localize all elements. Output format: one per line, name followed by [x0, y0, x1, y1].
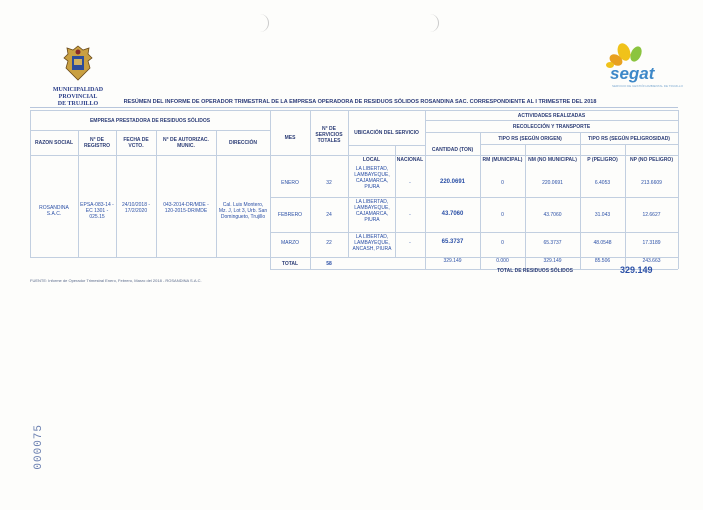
company-fecha: 24/10/2018 - 17/2/2020 — [121, 202, 151, 214]
grid-line — [425, 132, 678, 133]
grid-line — [270, 197, 678, 198]
header-autoriz: N° DE AUTORIZAC. MUNIC. — [163, 137, 209, 149]
total-no-peligroso: 243.663 — [642, 258, 661, 264]
row-local: LA LIBERTAD, LAMBAYEQUE, CAJAMARCA, PIURA — [354, 199, 390, 223]
grid-line — [580, 132, 581, 269]
total-residuos-label: TOTAL DE RESIDUOS SÓLIDOS — [497, 268, 573, 274]
row-mes: FEBRERO — [277, 212, 303, 218]
header-razon-social: RAZON SOCIAL — [34, 140, 74, 146]
row-no-municipal: 43.7060 — [543, 212, 562, 218]
row-peligroso: 6.4053 — [594, 180, 611, 186]
header-company-group: EMPRESA PRESTADORA DE RESIDUOS SÓLIDOS — [89, 118, 211, 124]
header-municipal: RM (MUNICIPAL) — [482, 157, 523, 163]
grid-line — [216, 130, 217, 257]
punch-hole-right — [428, 14, 439, 32]
row-cantidad: 43.7060 — [441, 211, 464, 217]
row-municipal: 0 — [501, 240, 504, 246]
row-municipal: 0 — [501, 180, 504, 186]
row-peligroso: 48.0548 — [593, 240, 612, 246]
row-servicios: 32 — [326, 180, 332, 186]
row-servicios: 22 — [326, 240, 332, 246]
segat-tagline: SERVICIO DE GESTIÓN AMBIENTAL DE TRUJILLO — [612, 84, 683, 88]
grid-line — [678, 110, 679, 269]
row-mes: ENERO — [281, 180, 299, 186]
header-fecha: FECHA DE VCTO. — [123, 137, 149, 149]
total-residuos-value: 329.149 — [620, 265, 653, 275]
summary-table — [30, 110, 678, 275]
row-cantidad: 220.0691 — [439, 179, 466, 185]
title-divider — [30, 107, 678, 108]
grid-line — [116, 130, 117, 257]
company-autoriz: 043-2014-DR/MDE - 120-2015-DR/MDE — [163, 202, 209, 214]
grid-line — [480, 144, 678, 145]
grid-line — [425, 120, 678, 121]
row-local: LA LIBERTAD, LAMBAYEQUE, CAJAMARCA, PIURA — [354, 166, 390, 190]
grid-line — [30, 110, 678, 111]
header-servicios: N° DE SERVICIOS TOTALES — [315, 126, 343, 144]
page-stamp-number: 000075 — [33, 424, 45, 470]
row-no-peligroso: 12.6627 — [642, 212, 661, 218]
header-registro: N° DE REGISTRO — [83, 137, 111, 149]
grid-line — [156, 130, 157, 257]
company-razon-social: ROSANDINA S.A.C. — [39, 205, 69, 217]
row-no-municipal: 65.3737 — [543, 240, 562, 246]
row-cantidad: 65.3737 — [441, 239, 464, 245]
grid-line — [30, 110, 31, 257]
header-local: LOCAL — [362, 157, 381, 163]
header-no-peligroso: NP (NO PELIGRO) — [630, 157, 673, 163]
row-no-municipal: 220.0691 — [542, 180, 563, 186]
municipality-logo — [34, 44, 122, 108]
header-mes: MES — [284, 135, 296, 141]
company-direccion: Cal. Luis Montero, Mz. J, Lot 3, Urb. San Domingueto, Trujillo — [218, 202, 268, 220]
total-servicios: 58 — [326, 261, 332, 267]
grid-line — [425, 110, 426, 269]
coat-of-arms-icon — [61, 44, 95, 82]
row-servicios: 24 — [326, 212, 332, 218]
report-title: RESÚMEN DEL INFORME DE OPERADOR TRIMESTRAL DE LA EMPRESA OPERADORA DE RESIDUOS SÓLIDOS ROSANDINA SAC. CORRESPONDIENTE AL I TRIMESTRE DEL 2018 — [123, 99, 597, 105]
municipality-name-line2: DE TRUJILLO — [57, 101, 99, 107]
grid-line — [480, 132, 481, 269]
total-no-municipal: 329.149 — [543, 258, 562, 264]
row-nacional: - — [409, 180, 411, 186]
row-nacional: - — [409, 240, 411, 246]
header-actividades: ACTIVIDADES REALIZADAS — [517, 113, 586, 119]
header-peligroso: P (PELIGRO) — [587, 157, 618, 163]
grid-line — [348, 145, 425, 146]
header-no-municipal: NM (NO MUNICIPAL) — [528, 157, 577, 163]
company-registro: EPSA-083-14 - EC 1301 - 025.15 — [80, 202, 114, 220]
header-direccion: DIRECCIÓN — [228, 140, 258, 146]
total-municipal: 0.000 — [496, 258, 509, 264]
source-footnote: FUENTE: Informe de Operador Trimestral Enero, Febrero, Marzo del 2018 - ROSANDINA S.A.C. — [30, 278, 202, 283]
row-no-peligroso: 213.6609 — [641, 180, 662, 186]
header-origen: TIPO RS (SEGÚN ORIGEN) — [498, 136, 562, 142]
header-recoleccion: RECOLECCIÓN Y TRANSPORTE — [512, 124, 591, 130]
row-nacional: - — [409, 212, 411, 218]
header-nacional: NACIONAL — [396, 157, 424, 163]
row-local: LA LIBERTAD, LAMBAYEQUE, ANCASH, PIURA — [352, 234, 392, 252]
header-cantidad: CANTIDAD (TON) — [431, 147, 474, 153]
grid-line — [270, 232, 678, 233]
row-mes: MARZO — [280, 240, 300, 246]
total-peligroso: 85.506 — [594, 258, 611, 264]
total-label: TOTAL — [281, 261, 299, 267]
grid-line — [78, 130, 79, 257]
row-municipal: 0 — [501, 212, 504, 218]
municipality-name-line1: MUNICIPALIDAD PROVINCIAL — [52, 87, 104, 100]
segat-wordmark: segat — [610, 64, 655, 83]
total-cantidad: 329.149 — [443, 258, 462, 264]
header-ubicacion: UBICACIÓN DEL SERVICIO — [354, 130, 419, 136]
row-peligroso: 31.043 — [594, 212, 611, 218]
header-peligrosidad: TIPO RS (SEGÚN PELIGROSIDAD) — [588, 136, 670, 142]
row-no-peligroso: 17.3189 — [642, 240, 661, 246]
grid-line — [30, 130, 270, 131]
punch-hole-left — [258, 14, 269, 32]
